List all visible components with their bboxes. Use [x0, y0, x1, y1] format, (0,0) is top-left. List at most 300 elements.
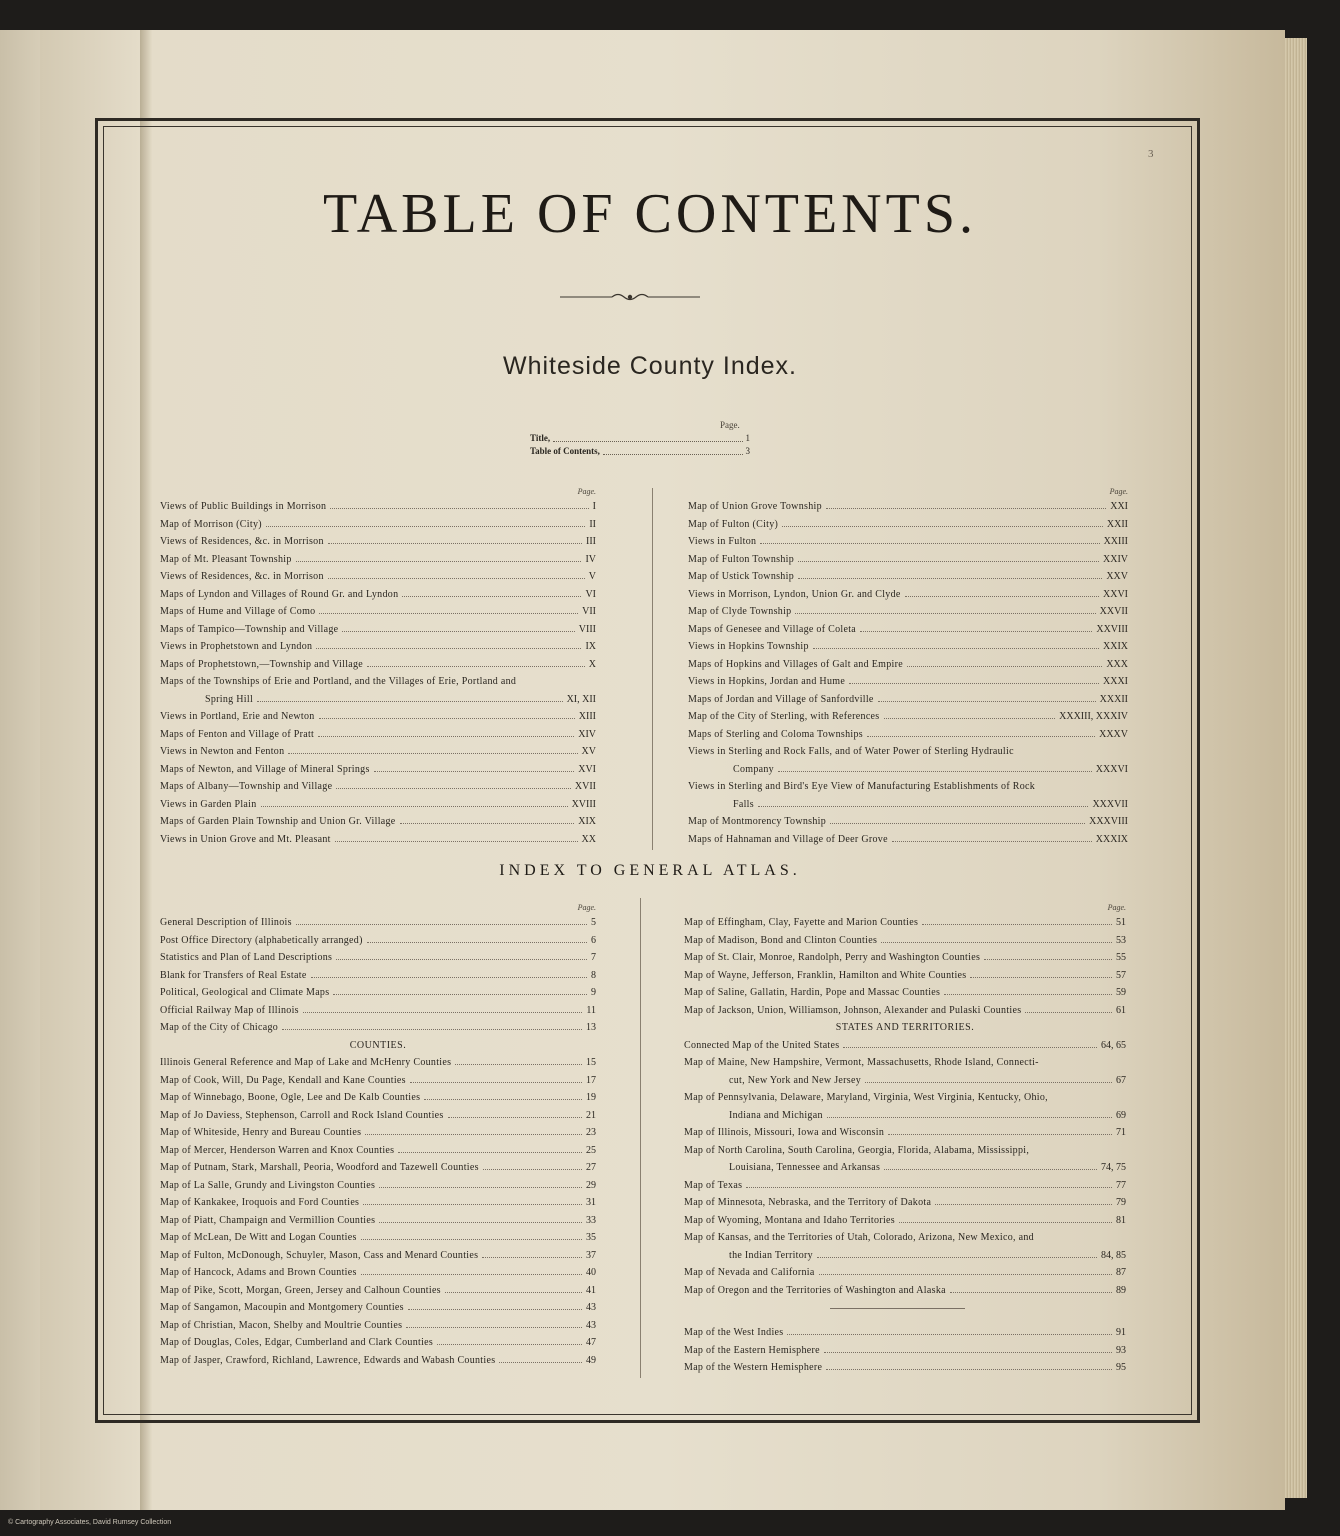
index-entry	[688, 691, 1128, 709]
index-entry	[684, 1107, 1126, 1125]
leader-dots	[363, 1204, 582, 1205]
entry-label: Map of Pike, Scott, Morgan, Green, Jersey and Calhoun Counties	[160, 1284, 441, 1296]
index-entry	[684, 1282, 1126, 1300]
column-divider	[640, 898, 641, 1378]
leader-dots	[827, 1117, 1112, 1118]
entry-label: Map of Saline, Gallatin, Hardin, Pope and Massac Counties	[684, 987, 941, 998]
entry-label: Map of Jo Daviess, Stephenson, Carroll and Rock Island Counties	[160, 1109, 444, 1121]
entry-label: Map of Morrison (City)	[160, 518, 262, 530]
entry-label: Maps of Garden Plain Township and Union Gr. Village	[160, 816, 396, 827]
entry-label: Map of Hancock, Adams and Brown Counties	[160, 1267, 357, 1278]
leader-dots	[798, 561, 1099, 562]
index-entry	[160, 1264, 596, 1282]
entry-page: VII	[582, 606, 596, 617]
index-entry	[688, 743, 1128, 761]
entry-label: Map of the Western Hemisphere	[684, 1362, 823, 1373]
column-divider	[652, 488, 653, 850]
county-index-left-column	[160, 486, 596, 848]
leader-dots	[830, 823, 1085, 824]
entry-page: 33	[586, 1214, 596, 1226]
entry-page: 7	[591, 952, 596, 963]
entry-page: III	[586, 536, 596, 547]
index-entry	[160, 568, 596, 586]
entry-label: Maps of Jordan and Village of Sanfordville	[688, 693, 874, 705]
entry-page: XX	[581, 833, 596, 845]
entry-label: Map of La Salle, Grundy and Livingston Counties	[160, 1179, 376, 1191]
index-entry	[160, 1317, 596, 1335]
entry-label: Map of Maine, New Hampshire, Vermont, Massachusetts, Rhode Island, Connecti-	[684, 1057, 1039, 1068]
leader-dots	[303, 1012, 583, 1013]
entry-label: Map of the City of Sterling, with References	[688, 711, 880, 722]
index-entry	[684, 1142, 1126, 1160]
leader-dots	[319, 718, 575, 719]
leader-dots	[865, 1082, 1112, 1083]
leader-dots	[778, 771, 1092, 772]
page-title: TABLE OF CONTENTS.	[323, 183, 977, 245]
index-entry	[160, 498, 596, 516]
entry-page: IV	[585, 553, 596, 565]
index-entry	[160, 949, 596, 967]
leader-dots	[328, 543, 582, 544]
entry-page: 77	[1116, 1179, 1126, 1191]
leader-dots	[795, 613, 1095, 614]
entry-page: XXXI	[1103, 676, 1128, 687]
index-entry	[688, 761, 1128, 779]
leader-dots	[860, 631, 1092, 632]
index-entry	[160, 603, 596, 621]
index-entry	[684, 984, 1126, 1002]
leader-dots	[330, 508, 588, 509]
index-entry	[684, 932, 1126, 950]
index-entry	[684, 967, 1126, 985]
section-subheading: STATES AND TERRITORIES.	[835, 1022, 975, 1033]
index-entry	[160, 1107, 596, 1125]
entry-label: Maps of the Townships of Erie and Portland, and the Villages of Erie, Portland and	[160, 676, 517, 687]
entry-label: Post Office Directory (alphabetically arranged)	[160, 934, 363, 946]
index-entry	[160, 1072, 596, 1090]
index-entry	[160, 708, 596, 726]
leader-dots	[437, 1344, 582, 1345]
index-entry	[160, 1334, 596, 1352]
leader-dots	[318, 736, 574, 737]
leader-dots	[296, 924, 587, 925]
entry-page: 51	[1116, 917, 1126, 928]
entry-label: Views in Fulton	[688, 536, 757, 547]
leader-dots	[984, 959, 1112, 960]
index-entry	[684, 1247, 1126, 1265]
hemisphere-list	[684, 1324, 1126, 1377]
index-entry	[160, 914, 596, 932]
entry-label: Map of North Carolina, South Carolina, Georgia, Florida, Alabama, Mississippi,	[684, 1144, 1030, 1156]
index-entry	[160, 796, 596, 814]
page-column-label: Page.	[577, 903, 596, 912]
entry-label: cut, New York and New Jersey	[729, 1074, 861, 1086]
entry-label: Views in Sterling and Rock Falls, and of Water Power of Sterling Hydraulic	[688, 746, 1014, 757]
front-matter-list	[530, 432, 750, 458]
entry-label: Views in Sterling and Bird's Eye View of Manufacturing Establishments of Rock	[688, 781, 1036, 792]
entry-page: 61	[1116, 1004, 1126, 1016]
leader-dots	[342, 631, 574, 632]
index-entry	[160, 1019, 596, 1037]
index-entry	[160, 813, 596, 831]
index-entry	[160, 1177, 596, 1195]
entry-label: Maps of Hahnaman and Village of Deer Grove	[688, 833, 888, 845]
leader-dots	[402, 596, 581, 597]
index-entry	[160, 586, 596, 604]
index-entry	[688, 516, 1128, 534]
entry-label: Map of Mt. Pleasant Township	[160, 553, 292, 565]
index-entry	[160, 1229, 596, 1247]
leader-dots	[261, 806, 568, 807]
entry-label: Views in Portland, Erie and Newton	[160, 711, 315, 722]
leader-dots	[922, 924, 1112, 925]
entry-page: 87	[1116, 1267, 1126, 1278]
index-entry	[160, 761, 596, 779]
index-entry	[160, 673, 596, 691]
entry-label: Illinois General Reference and Map of Lake and McHenry Counties	[160, 1057, 452, 1068]
leader-dots	[336, 788, 571, 789]
entry-label: Maps of Hopkins and Villages of Galt and Empire	[688, 658, 903, 670]
index-entry	[684, 914, 1126, 932]
index-entry	[684, 1324, 1126, 1342]
entry-label: Views of Residences, &c. in Morrison	[160, 536, 324, 547]
county-index-title: Whiteside County Index.	[503, 352, 797, 380]
index-entry	[160, 984, 596, 1002]
index-entry	[688, 568, 1128, 586]
leader-dots	[758, 806, 1089, 807]
entry-label: Views in Union Grove and Mt. Pleasant	[160, 833, 331, 845]
leader-dots	[826, 508, 1106, 509]
entry-label: Falls	[733, 798, 754, 810]
entry-page: 13	[586, 1022, 596, 1033]
entry-page: XXXIX	[1095, 833, 1128, 845]
entry-label: Spring Hill	[205, 693, 254, 705]
entry-page: XXXVI	[1095, 763, 1128, 775]
index-entry	[688, 813, 1128, 831]
index-entry	[684, 1212, 1126, 1230]
entry-label: Maps of Lyndon and Villages of Round Gr. and Lyndon	[160, 588, 399, 600]
entry-label: Map of Minnesota, Nebraska, and the Territory of Dakota	[684, 1197, 932, 1208]
leader-dots	[970, 977, 1112, 978]
leader-dots	[843, 1047, 1097, 1048]
leader-dots	[282, 1029, 582, 1030]
entry-page: XXIII	[1103, 536, 1128, 547]
entry-page: XXX	[1106, 658, 1128, 670]
entry-page: 11	[586, 1004, 596, 1016]
entry-label: Map of Union Grove Township	[688, 501, 822, 512]
index-entry	[160, 778, 596, 796]
collection-credit: © Cartography Associates, David Rumsey Collection	[8, 1519, 172, 1526]
entry-label: Maps of Genesee and Village of Coleta	[688, 623, 857, 635]
entry-label: Map of Texas	[684, 1179, 743, 1191]
index-entry	[688, 656, 1128, 674]
entry-label: Maps of Fenton and Village of Pratt	[160, 728, 315, 740]
leader-dots	[365, 1134, 582, 1135]
page-column-label: Page.	[1107, 903, 1126, 912]
entry-page: 47	[586, 1337, 596, 1348]
leader-dots	[336, 959, 587, 960]
leader-dots	[826, 1369, 1112, 1370]
entry-page: 23	[586, 1127, 596, 1138]
entry-page: 69	[1116, 1109, 1126, 1121]
index-entry	[684, 1177, 1126, 1195]
entry-page: XXXVIII	[1089, 816, 1128, 827]
entry-label: Statistics and Plan of Land Descriptions	[160, 952, 333, 963]
leader-dots	[361, 1239, 582, 1240]
entry-page: 55	[1116, 952, 1126, 963]
leader-dots	[905, 596, 1099, 597]
entry-label: Views in Hopkins, Jordan and Hume	[688, 676, 846, 687]
leader-dots	[408, 1309, 582, 1310]
index-entry	[160, 1054, 596, 1072]
entry-page: 79	[1116, 1197, 1126, 1208]
index-entry	[684, 1342, 1126, 1360]
entry-page: 1	[745, 433, 750, 443]
page-column-label: Page.	[1109, 487, 1128, 496]
entry-page: XVI	[578, 763, 596, 775]
index-entry	[160, 1089, 596, 1107]
entry-label: Official Railway Map of Illinois	[160, 1004, 299, 1016]
index-entry	[160, 743, 596, 761]
entry-label: Map of Putnam, Stark, Marshall, Peoria, Woodford and Tazewell Counties	[160, 1162, 479, 1173]
entry-page: IX	[585, 641, 596, 652]
entry-page: 71	[1116, 1127, 1126, 1138]
entry-page: 37	[586, 1249, 596, 1261]
index-entry	[530, 432, 750, 445]
index-entry	[160, 691, 596, 709]
section-rule	[830, 1308, 965, 1309]
leader-dots	[849, 683, 1099, 684]
index-entry	[160, 932, 596, 950]
leader-dots	[361, 1274, 582, 1275]
index-entry	[160, 638, 596, 656]
leader-dots	[746, 1187, 1112, 1188]
index-entry	[160, 1299, 596, 1317]
leader-dots	[1025, 1012, 1112, 1013]
entry-label: Map of Clyde Township	[688, 606, 792, 617]
index-entry	[684, 1264, 1126, 1282]
leader-dots	[824, 1352, 1112, 1353]
general-atlas-right-column	[684, 902, 1126, 1299]
leader-dots	[296, 561, 582, 562]
leader-dots	[319, 613, 578, 614]
index-entry	[688, 831, 1128, 849]
entry-page: XXXIII, XXXIV	[1059, 711, 1128, 722]
leader-dots	[878, 701, 1096, 702]
leader-dots	[899, 1222, 1112, 1223]
entry-page: XXVII	[1099, 606, 1128, 617]
index-entry	[160, 533, 596, 551]
entry-page: XXIV	[1103, 553, 1128, 565]
entry-page: II	[589, 518, 596, 530]
entry-page: XXII	[1106, 518, 1128, 530]
entry-page: 67	[1116, 1074, 1126, 1086]
general-atlas-left-column	[160, 902, 596, 1369]
entry-label: Map of Kankakee, Iroquois and Ford Counties	[160, 1197, 360, 1208]
leader-dots	[455, 1064, 582, 1065]
entry-page: 91	[1116, 1327, 1126, 1338]
index-entry	[684, 1072, 1126, 1090]
entry-label: Map of Christian, Macon, Shelby and Moultrie Counties	[160, 1319, 403, 1331]
leader-dots	[333, 994, 587, 995]
leader-dots	[335, 841, 578, 842]
index-entry	[684, 1159, 1126, 1177]
index-entry	[688, 778, 1128, 796]
page-number: 3	[1148, 148, 1154, 160]
leader-dots	[760, 543, 1099, 544]
index-entry	[684, 1037, 1126, 1055]
leader-dots	[448, 1117, 582, 1118]
index-entry	[160, 1282, 596, 1300]
entry-label: Maps of Prophetstown,—Township and Village	[160, 658, 364, 670]
entry-label: Maps of Tampico—Township and Village	[160, 623, 339, 635]
leader-dots	[374, 771, 575, 772]
entry-label: Map of the City of Chicago	[160, 1022, 279, 1033]
entry-page: X	[588, 658, 596, 670]
index-entry	[684, 1194, 1126, 1212]
entry-label: Map of St. Clair, Monroe, Randolph, Perry and Washington Counties	[684, 952, 981, 963]
index-entry	[160, 621, 596, 639]
general-atlas-title: INDEX TO GENERAL ATLAS.	[499, 862, 801, 879]
index-entry	[684, 1002, 1126, 1020]
entry-page: 64, 65	[1101, 1039, 1126, 1051]
entry-label: Map of Kansas, and the Territories of Utah, Colorado, Arizona, New Mexico, and	[684, 1232, 1034, 1243]
index-entry	[530, 445, 750, 458]
entry-label: Maps of Hume and Village of Como	[160, 606, 316, 617]
entry-label: Maps of Newton, and Village of Mineral Springs	[160, 763, 370, 775]
entry-label: Map of Fulton (City)	[688, 518, 779, 530]
entry-page: 29	[586, 1179, 596, 1191]
entry-page: 27	[586, 1162, 596, 1173]
entry-label: Map of Pennsylvania, Delaware, Maryland, Virginia, West Virginia, Kentucky, Ohio,	[684, 1092, 1048, 1103]
entry-label: Views in Hopkins Township	[688, 641, 809, 652]
leader-dots	[367, 666, 585, 667]
entry-page: 59	[1116, 987, 1126, 998]
entry-page: 6	[591, 934, 596, 946]
index-entry	[684, 1359, 1126, 1377]
leader-dots	[398, 1152, 582, 1153]
leader-dots	[817, 1257, 1097, 1258]
entry-page: 43	[586, 1302, 596, 1313]
entry-page: XV	[581, 746, 596, 757]
entry-label: Company	[733, 763, 774, 775]
entry-label: Views in Garden Plain	[160, 798, 257, 810]
entry-page: 93	[1116, 1344, 1126, 1356]
entry-page: XXXVII	[1092, 798, 1128, 810]
entry-label: Map of Madison, Bond and Clinton Counties	[684, 934, 878, 946]
leader-dots	[367, 942, 587, 943]
entry-page: XXXII	[1099, 693, 1128, 705]
leader-dots	[787, 1334, 1112, 1335]
ornament-divider	[560, 292, 700, 302]
leader-dots	[499, 1362, 582, 1363]
index-entry	[160, 831, 596, 849]
entry-page: 9	[591, 987, 596, 998]
entry-label: Map of Wayne, Jefferson, Franklin, Hamilton and White Counties	[684, 969, 967, 981]
entry-page: 21	[586, 1109, 596, 1121]
entry-page: XXVI	[1103, 588, 1128, 600]
index-entry	[684, 1229, 1126, 1247]
entry-page: 31	[586, 1197, 596, 1208]
index-entry	[160, 1159, 596, 1177]
leader-dots	[424, 1099, 582, 1100]
index-entry	[160, 1124, 596, 1142]
entry-label: Views in Morrison, Lyndon, Union Gr. and Clyde	[688, 588, 901, 600]
index-entry	[160, 1352, 596, 1370]
index-entry	[160, 516, 596, 534]
entry-page: 35	[586, 1232, 596, 1243]
entry-label: Map of Mercer, Henderson Warren and Knox Counties	[160, 1144, 395, 1156]
index-entry	[684, 949, 1126, 967]
entry-label: Map of Jasper, Crawford, Richland, Lawrence, Edwards and Wabash Counties	[160, 1354, 496, 1366]
index-entry	[688, 603, 1128, 621]
leader-dots	[935, 1204, 1112, 1205]
index-entry	[160, 656, 596, 674]
page-column-label: Page.	[577, 487, 596, 496]
index-entry	[160, 967, 596, 985]
section-subheading: COUNTIES.	[349, 1039, 407, 1051]
leader-dots	[888, 1134, 1112, 1135]
entry-page: 53	[1116, 934, 1126, 946]
entry-page: 49	[586, 1354, 596, 1366]
leader-dots	[944, 994, 1112, 995]
entry-label: Title,	[530, 433, 551, 443]
leader-dots	[867, 736, 1095, 737]
index-entry	[688, 796, 1128, 814]
entry-page: V	[588, 571, 596, 582]
entry-page: XVIII	[571, 798, 596, 810]
entry-label: Views of Public Buildings in Morrison	[160, 501, 327, 512]
leader-dots	[482, 1257, 582, 1258]
leader-dots	[884, 1169, 1097, 1170]
entry-label: Table of Contents,	[530, 446, 600, 456]
index-entry	[684, 1124, 1126, 1142]
entry-page: 25	[586, 1144, 596, 1156]
entry-label: Map of Nevada and California	[684, 1267, 815, 1278]
index-entry	[160, 1247, 596, 1265]
index-entry	[160, 726, 596, 744]
index-entry	[160, 1212, 596, 1230]
entry-page: 15	[586, 1057, 596, 1068]
page-stack-edge	[1285, 38, 1307, 1498]
entry-page: 74, 75	[1101, 1162, 1126, 1173]
entry-page: 5	[591, 917, 596, 928]
entry-label: Map of Douglas, Coles, Edgar, Cumberland and Clark Counties	[160, 1337, 434, 1348]
entry-label: Maps of Sterling and Coloma Townships	[688, 728, 863, 740]
entry-page: 84, 85	[1101, 1249, 1126, 1261]
entry-label: Map of Sangamon, Macoupin and Montgomery Counties	[160, 1302, 404, 1313]
leader-dots	[553, 432, 742, 442]
entry-label: Maps of Albany—Township and Village	[160, 781, 333, 792]
entry-page: 89	[1116, 1284, 1126, 1296]
entry-label: Map of Montmorency Township	[688, 816, 827, 827]
index-entry	[684, 1054, 1126, 1072]
entry-page: 43	[586, 1319, 596, 1331]
leader-dots	[328, 578, 585, 579]
entry-page: 81	[1116, 1214, 1126, 1226]
entry-page: 8	[591, 969, 596, 981]
county-index-right-column	[688, 486, 1128, 848]
entry-label: Connected Map of the United States	[684, 1039, 840, 1051]
index-entry	[160, 1194, 596, 1212]
front-page-label: Page.	[720, 420, 740, 430]
leader-dots	[266, 526, 585, 527]
leader-dots	[406, 1327, 582, 1328]
entry-label: Map of Fulton, McDonough, Schuyler, Mason, Cass and Menard Counties	[160, 1249, 479, 1261]
entry-label: Map of Cook, Will, Du Page, Kendall and Kane Counties	[160, 1074, 406, 1086]
entry-page: XI, XII	[566, 693, 596, 705]
entry-label: Political, Geological and Climate Maps	[160, 987, 330, 998]
